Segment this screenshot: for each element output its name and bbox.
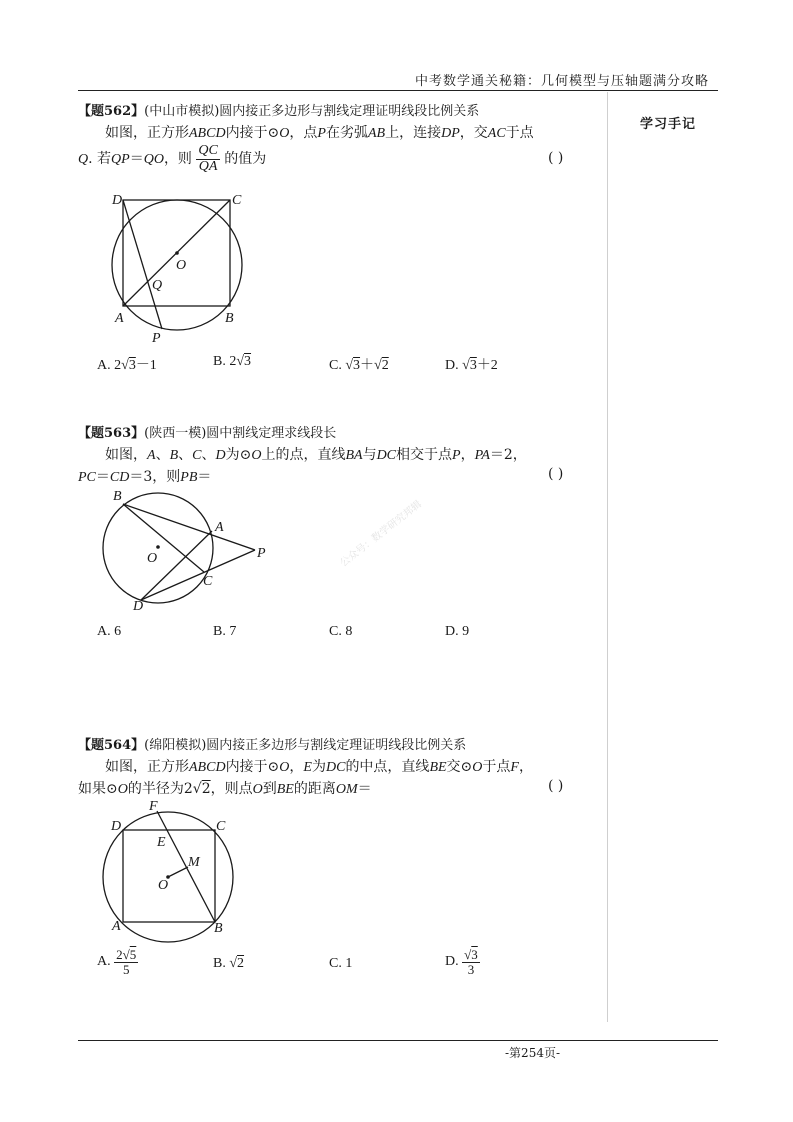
q564-option-b[interactable]: B. √2 xyxy=(213,956,245,971)
q564-label-d: D xyxy=(111,819,122,834)
q564-figure xyxy=(95,795,260,945)
q562-option-c[interactable]: C. √3＋√2 xyxy=(329,358,389,373)
q564-line1: 如图，正方形ABCD内接于⊙O，E为DC的中点，直线BE交⊙O于点F， xyxy=(105,759,533,775)
q563-label-a: A xyxy=(215,520,224,535)
q564-label-f: F xyxy=(149,799,158,814)
q562-label-p: P xyxy=(152,331,161,345)
q564-label-c: C xyxy=(216,819,226,834)
q564-option-c[interactable]: C. 1 xyxy=(329,956,353,971)
q564-number: 【题564】 xyxy=(78,738,145,753)
q564-label-m: M xyxy=(188,855,200,870)
q563-line1: 如图，A、B、C、D为⊙O上的点，直线BA与DC相交于点P，PA＝2， xyxy=(105,447,527,463)
q563-number: 【题563】 xyxy=(78,426,145,441)
q563-line2: PC＝CD＝3，则PB＝ xyxy=(78,469,212,485)
running-header: 中考数学通关秘籍：几何模型与压轴题满分攻略 xyxy=(415,74,710,89)
q562-answer-blank: ( ) xyxy=(548,150,564,166)
q563-line-bp xyxy=(123,504,255,550)
q562-option-a[interactable]: A. 2√3－1 xyxy=(97,358,157,373)
q562-line2: Q. 若QP＝QO，则 $\frac{QC}{QA}$ 的值为 xyxy=(78,143,267,174)
q563-center-dot xyxy=(156,545,160,549)
q562-line1: 如图，正方形ABCD内接于⊙O，点P在劣弧AB上，连接DP，交AC于点 xyxy=(105,125,534,141)
q562-label-a: A xyxy=(115,311,124,326)
q563-option-c[interactable]: C. 8 xyxy=(329,624,353,639)
q562-center-dot xyxy=(175,251,179,255)
q562-label-b: B xyxy=(225,311,234,326)
q563-answer-blank: ( ) xyxy=(548,466,564,482)
q564-answer-blank: ( ) xyxy=(548,778,564,794)
q562-label-q: Q xyxy=(152,278,163,293)
q563-figure xyxy=(95,485,280,615)
notes-divider xyxy=(607,92,608,1022)
q562-figure xyxy=(95,185,260,345)
q562-topic: 圆内接正多边形与割线定理证明线段比例关系 xyxy=(219,104,480,119)
page-number: -第254页- xyxy=(505,1046,561,1060)
q564-segment-om xyxy=(168,867,188,877)
q564-source: (绵阳模拟) xyxy=(144,738,207,753)
q562-label-o: O xyxy=(176,258,187,273)
q563-option-d[interactable]: D. 9 xyxy=(445,624,470,639)
q563-chord-bc xyxy=(123,504,204,572)
q563-source: (陕西一模) xyxy=(144,426,207,441)
footer-rule xyxy=(78,1040,718,1041)
watermark: 公众号：数学研究邦辑 xyxy=(338,498,425,570)
q562-fraction: $\frac{QC}{QA}$ xyxy=(198,143,218,174)
q564-line-bf xyxy=(157,811,215,922)
q564-line2: 如果⊙O的半径为2√2，则点O到BE的距离OM＝ xyxy=(78,781,372,797)
q563-label-c: C xyxy=(203,574,213,589)
q563-label-p: P xyxy=(257,546,266,561)
q562-source: (中山市模拟) xyxy=(144,104,220,119)
q564-option-d[interactable]: D. $\frac{√3}{3}$ xyxy=(445,947,478,977)
q564-option-a[interactable]: A. $\frac{2√5}{5}$ xyxy=(97,947,137,977)
q563-line-dp xyxy=(141,550,255,600)
q563-option-b[interactable]: B. 7 xyxy=(213,624,237,639)
q562-option-d[interactable]: D. √3＋2 xyxy=(445,358,498,373)
q564-label-e: E xyxy=(157,835,166,850)
q564-topic: 圆内接正多边形与割线定理证明线段比例关系 xyxy=(206,738,467,753)
q562-title xyxy=(78,100,479,119)
q562-number: 【题562】 xyxy=(78,104,145,119)
q562-label-c: C xyxy=(232,193,242,208)
q563-label-d: D xyxy=(133,599,144,614)
q562-line-dp xyxy=(123,200,162,329)
q564-label-o: O xyxy=(158,878,169,893)
q564-label-b: B xyxy=(214,921,223,936)
header-rule xyxy=(78,90,718,91)
q562-label-d: D xyxy=(112,193,123,208)
q564-label-a: A xyxy=(112,919,121,934)
q563-option-a[interactable]: A. 6 xyxy=(97,624,122,639)
q563-label-o: O xyxy=(147,551,158,566)
q563-topic: 圆中割线定理求线段长 xyxy=(206,426,337,441)
q562-option-b[interactable]: B. 2√3 xyxy=(213,354,252,369)
q564-title xyxy=(78,734,466,753)
q563-title xyxy=(78,422,336,441)
notes-title: 学习手记 xyxy=(640,117,697,132)
q563-label-b: B xyxy=(113,489,122,504)
